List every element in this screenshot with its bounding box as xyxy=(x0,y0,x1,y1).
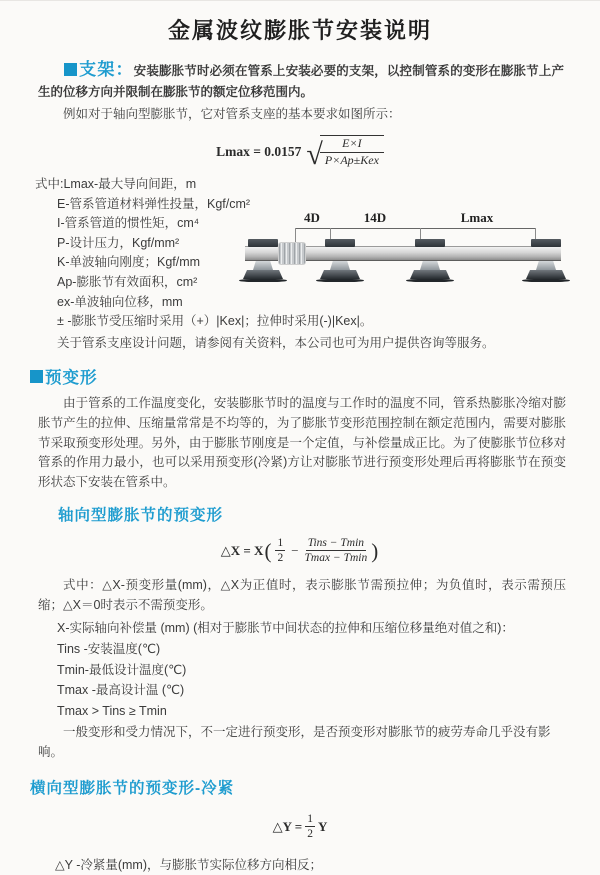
dimension-label-4d: 4D xyxy=(304,210,320,225)
definition-line: X-实际轴向补偿量 (mm) (相对于膨胀节中间状态的拉伸和压缩位移量绝对值之和)： xyxy=(57,620,514,635)
definition-line: I-管系管道的惯性矩，cm⁴ xyxy=(57,216,200,231)
blue-square-icon xyxy=(30,370,43,383)
support-neck xyxy=(536,261,556,270)
support-plate xyxy=(406,279,454,282)
temperature-fraction xyxy=(305,536,368,566)
support-neck xyxy=(253,261,273,270)
fraction-numerator: E×I xyxy=(342,136,362,151)
pipe-support-icon xyxy=(406,239,454,282)
fraction-denominator: P×Ap±Kex xyxy=(320,152,384,169)
support-clamp xyxy=(415,239,445,247)
axial-general-note: 一般变形和受力情况下，不一定进行预变形，是否预变形对膨胀节的疲劳寿命几乎没有影响。 xyxy=(38,724,551,760)
sqrt-radical-icon: √ xyxy=(306,138,323,171)
support-clamp xyxy=(531,239,561,247)
support-section-heading: 支架： xyxy=(79,60,134,79)
definition-line: Tmax -最高设计温 (℃) xyxy=(57,683,185,698)
support-plate xyxy=(522,279,570,282)
definitions-and-diagram xyxy=(35,175,585,332)
lateral-predeform-heading: 横向型膨胀节的预变形-冷紧 xyxy=(30,779,235,797)
definition-line: Tmin-最低设计温度(℃) xyxy=(57,662,187,677)
definition-line: Ap-膨胀节有效面积，cm² xyxy=(57,274,198,289)
formula-prefix: Lmax = 0.0157 xyxy=(216,144,302,159)
pipe-support-diagram xyxy=(245,208,585,310)
support-intro-text: 安装膨胀节时必须在管系上安装必要的支架，以控制管系的变形在膨胀节上产生的位移方向并限制在膨胀节的额定位移范围内。 xyxy=(38,64,564,99)
axial-predeform-heading: 轴向型膨胀节的预变形 xyxy=(58,506,224,524)
page-title: 金属波纹膨胀节安装说明 xyxy=(167,18,432,43)
support-base xyxy=(243,270,283,279)
fraction-denominator: 2 xyxy=(307,828,313,841)
consult-note: 关于管系支座设计问题，请参阅有关资料，本公司也可为用户提供咨询等服务。 xyxy=(57,336,495,350)
definition-line: Tins -安装温度(℃) xyxy=(57,641,161,656)
support-clamp xyxy=(248,239,278,247)
definition-line: 式中:Lmax-最大导向间距，m xyxy=(35,177,197,191)
support-plate xyxy=(316,279,364,282)
right-paren: ) xyxy=(371,539,379,564)
pipe-support-icon xyxy=(316,239,364,282)
fraction-numerator: 1 xyxy=(275,536,285,551)
definition-line: Tmax > Tins ≥ Tmin xyxy=(57,704,167,719)
dimension-label-lmax: Lmax xyxy=(460,210,494,225)
dimension-label-14d: 14D xyxy=(363,210,387,225)
guide-spacing-formula xyxy=(0,134,600,170)
half-fraction xyxy=(305,812,315,842)
support-example-text: 例如对于轴向型膨胀节，它对管系支座的基本要求如图所示： xyxy=(63,107,401,121)
definition-line: P-设计压力，Kgf/mm² xyxy=(57,235,180,250)
left-paren: ( xyxy=(264,539,272,564)
support-clamp xyxy=(325,239,355,247)
formula-prefix: △Y = xyxy=(272,818,303,834)
definition-line: ± -膨胀节受压缩时采用（+）|Kex|；拉伸时采用(-)|Kex|。 xyxy=(57,314,373,329)
lateral-predeform-formula xyxy=(0,811,600,843)
support-base xyxy=(320,270,360,279)
definition-line: E-管系管道材料弹性投量，Kgf/cm² xyxy=(57,196,251,211)
predeform-paragraph: 由于管系的工作温度变化，安装膨胀节时的温度与工作时的温度不同，管系热膨胀冷缩对膨胀节产生的拉伸、压缩量常常是不均等的，为了膨胀节变形范围控制在额定范围内，需要对膨胀节采取预变形处理。另外，由于膨胀节刚度是一个定值，与补偿量成正比。为了使膨胀节位移对管系的作用力最小，也可以采用预变形(冷紧)方让对膨胀节进行预变形处理后再将膨胀节在预变形状态下安装在管系中。 xyxy=(38,396,566,490)
half-fraction xyxy=(275,536,285,566)
fraction-denominator: Tmax − Tmin xyxy=(304,552,368,565)
support-base xyxy=(526,270,566,279)
pipe-support-icon xyxy=(522,239,570,282)
formula-prefix: △X = X xyxy=(220,542,264,558)
formula-suffix: Y xyxy=(317,818,328,834)
support-neck xyxy=(330,261,350,270)
predeform-heading-label: 预变形 xyxy=(45,369,98,387)
fraction-numerator: Tins − Tmin xyxy=(306,536,366,551)
definition-line: ex-单波轴向位移，mm xyxy=(57,294,183,309)
support-intro-paragraph xyxy=(38,59,564,103)
support-base xyxy=(410,270,450,279)
support-plate xyxy=(239,279,287,282)
dimension-line xyxy=(295,228,535,229)
axial-definitions xyxy=(0,618,600,722)
pipe-support-icon xyxy=(239,239,287,282)
formula-fraction xyxy=(320,135,384,168)
blue-square-icon xyxy=(64,63,77,76)
minus-operator: − xyxy=(291,542,299,558)
fraction-denominator: 2 xyxy=(277,552,284,565)
fraction-numerator: 1 xyxy=(305,812,315,827)
lateral-note: △Y -冷紧量(mm)，与膨胀节实际位移方向相反； xyxy=(55,857,323,872)
predeform-section-heading xyxy=(30,364,600,388)
axial-formula-explanation: 式中：△X-预变形量(mm)，△X为正值时，表示膨胀节需预拉伸；为负值时，表示需预压缩；△X＝0时表示不需预变形。 xyxy=(38,577,566,613)
support-neck xyxy=(420,261,440,270)
definition-line: K-单波轴向刚度；Kgf/mm xyxy=(57,255,201,270)
axial-predeform-formula xyxy=(0,534,600,568)
